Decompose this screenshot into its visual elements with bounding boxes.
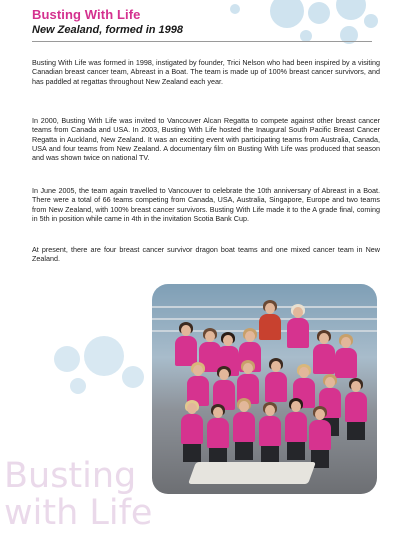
title-divider (32, 41, 372, 42)
page-title: Busting With Life (32, 7, 141, 22)
watermark-logo-text (4, 458, 152, 532)
watermark-line-2: with Life (4, 493, 153, 533)
paragraph-2000-2003: In 2000, Busting With Life was invited to Vancouver Alcan Regatta to compete against other breast cancer teams from Canada and USA. In 2003, Busting With Life hosted the Inaugural South Pacific Breast Cancer Regatta in Auckland, New Zealand. It was an exciting event with participating teams from Australia, Canada, USA and four teams from New Zealand. A documentary film on Busting With Life was produced that season and was shown twice on national TV. (32, 116, 380, 163)
dragon-boat (188, 462, 316, 484)
paragraph-2005: In June 2005, the team again travelled to Vancouver to celebrate the 10th anniversary of Abreast in a Boat. There were a total of 66 teams competing from Canada, USA, Australia, Singapore, Europe and two teams from New Zealand, with 100% breast cancer survivors. Busting With Life made it to the A grade final, coming in 5th in position while came in 4th in the invitation Scotia Bank Cup. (32, 186, 380, 223)
page-subtitle: New Zealand, formed in 1998 (32, 24, 183, 36)
team-photo (152, 284, 377, 494)
paragraph-history: Busting With Life was formed in 1998, instigated by founder, Trici Nelson who had been inspired by a visiting Canadian breast cancer team, Abreast in a Boat. The team is made up of 100% breast cancer survivors, and has paddled at regattas throughout New Zealand each year. (32, 58, 380, 86)
paragraph-present: At present, there are four breast cancer survivor dragon boat teams and one mixed cancer team in New Zealand. (32, 245, 380, 264)
watermark-line-1: Busting (4, 456, 137, 496)
